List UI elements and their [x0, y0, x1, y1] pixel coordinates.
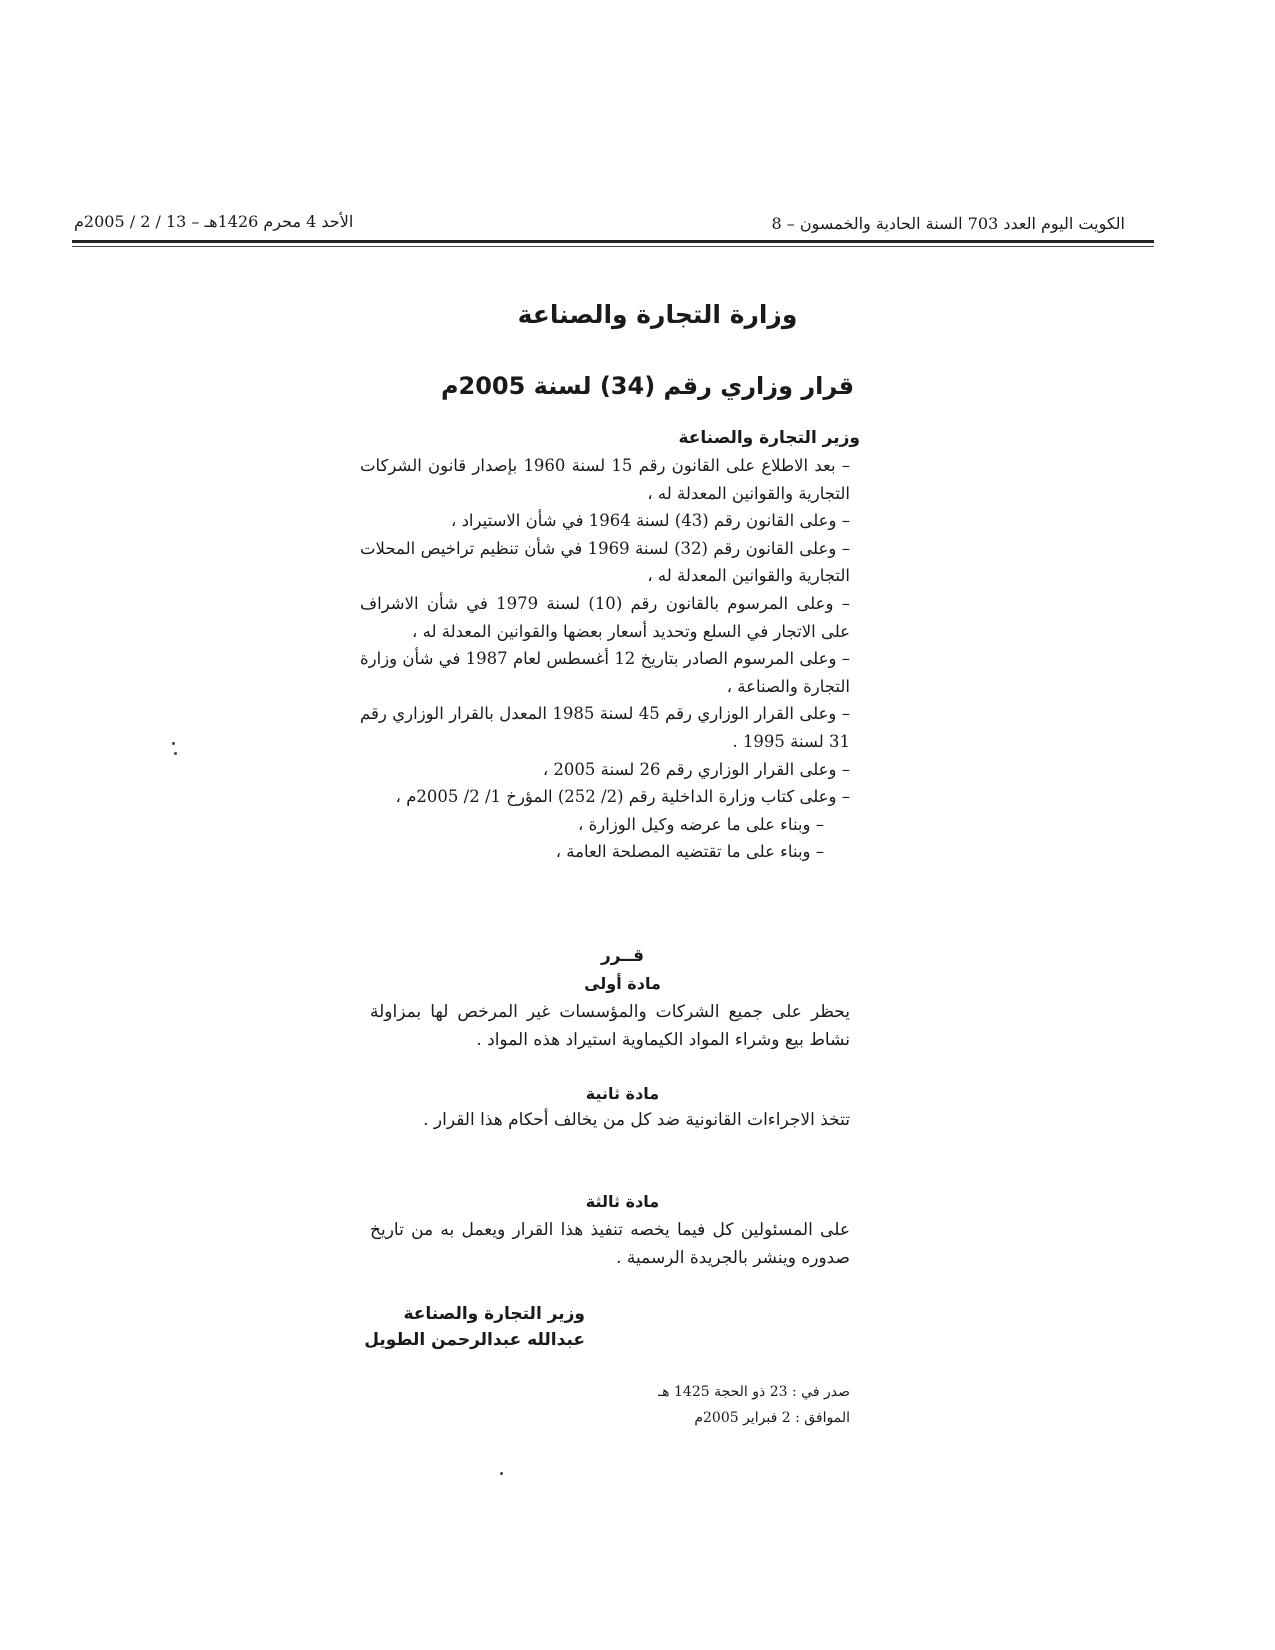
preamble-list — [360, 452, 850, 866]
header-rule-thick — [72, 240, 1154, 243]
header-rule-thin — [72, 246, 1154, 247]
article-3-title: مادة ثالثة — [585, 1192, 660, 1211]
corresponding-date: الموافق : 2 فبراير 2005م — [694, 1410, 850, 1426]
preamble-item: – وعلى القرار الوزاري رقم 45 لسنة 1985 المعدل بالقرار الوزاري رقم 31 لسنة 1995 . — [360, 704, 851, 751]
article-2-body: تتخذ الاجراءات القانونية ضد كل من يخالف أحكام هذا القرار . — [423, 1110, 850, 1130]
article-1-title: مادة أولى — [584, 974, 661, 993]
gazette-issue-header: الكويت اليوم العدد 703 السنة الحادية والخمسون – 8 — [771, 214, 1125, 233]
decision-title: قرار وزاري رقم (34) لسنة 2005م — [440, 372, 855, 400]
preamble-item: – وعلى المرسوم الصادر بتاريخ 12 أغسطس لعام 1987 في شأن وزارة التجارة والصناعة ، — [360, 649, 850, 696]
scan-speck — [174, 752, 177, 755]
gazette-date-header: الأحد 4 محرم 1426هـ – 13 / 2 / 2005م — [74, 212, 354, 231]
scan-speck — [500, 1472, 503, 1475]
issuer-heading: وزير التجارة والصناعة — [678, 428, 860, 448]
ministry-heading: وزارة التجارة والصناعة — [517, 300, 798, 329]
preamble-item: – وعلى القرار الوزاري رقم 26 لسنة 2005 ، — [542, 759, 850, 779]
preamble-item: – بعد الاطلاع على القانون رقم 15 لسنة 1960 بإصدار قانون الشركات التجارية والقوانين المعدلة له ، — [360, 456, 850, 503]
preamble-item: – وعلى المرسوم بالقانون رقم (10) لسنة 1979 في شأن الاشراف على الاتجار في السلع وتحديد أسعار بعضها والقوانين المعدلة له ، — [360, 593, 850, 641]
article-2-title: مادة ثانية — [585, 1084, 660, 1103]
preamble-item: – وبناء على ما عرضه وكيل الوزارة ، — [578, 814, 824, 834]
signature-name: عبدالله عبدالرحمن الطويل — [364, 1330, 585, 1350]
preamble-item: – وعلى القانون رقم (43) لسنة 1964 في شأن الاستيراد ، — [451, 511, 850, 531]
issued-date: صدر في : 23 ذو الحجة 1425 هـ — [658, 1384, 850, 1400]
preamble-item: – وعلى القانون رقم (32) لسنة 1969 في شأن تنظيم تراخيص المحلات التجارية والقوانين المعدلة له ، — [360, 538, 850, 586]
decided-heading: قــرر — [600, 946, 645, 966]
article-3-body: على المسئولين كل فيما يخصه تنفيذ هذا القرار ويعمل به من تاريخ صدوره وينشر بالجريدة الرسمية . — [370, 1220, 850, 1268]
signature-title: وزير التجارة والصناعة — [403, 1304, 585, 1324]
article-1-body: يحظر على جميع الشركات والمؤسسات غير المرخص لها بمزاولة نشاط بيع وشراء المواد الكيماوية استيراد هذه المواد . — [370, 1002, 850, 1050]
preamble-item: – وبناء على ما تقتضيه المصلحة العامة ، — [555, 842, 824, 862]
preamble-item: – وعلى كتاب وزارة الداخلية رقم (2/ 252) المؤرخ 1/ 2/ 2005م ، — [395, 787, 850, 807]
scan-speck — [172, 742, 175, 745]
